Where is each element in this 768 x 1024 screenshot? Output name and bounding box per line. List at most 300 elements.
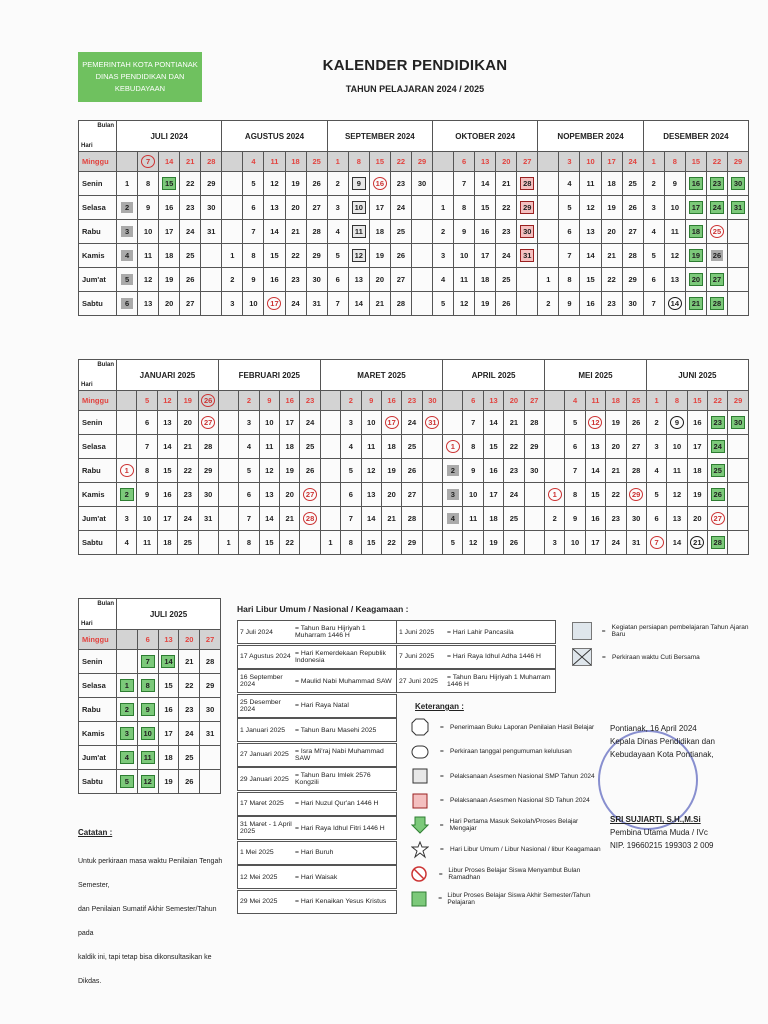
date-cell: 13 bbox=[585, 435, 605, 459]
holiday-date: 27 Januari 2025 bbox=[240, 751, 289, 758]
holiday-name: = Hari Kemerdekaan Republik Indonesia bbox=[295, 649, 386, 664]
date-cell: 3 bbox=[341, 411, 361, 435]
legend-equals: = bbox=[440, 723, 444, 731]
date-mark: 17 bbox=[385, 416, 399, 429]
date-mark: 12 bbox=[352, 249, 366, 262]
date-cell: 20 bbox=[178, 411, 198, 435]
day-name: Rabu bbox=[79, 698, 117, 722]
date-cell: 12 bbox=[264, 172, 285, 196]
date-cell bbox=[422, 531, 442, 555]
month-name: FEBRUARI 2025 bbox=[218, 360, 320, 391]
date-cell: 17 bbox=[687, 435, 707, 459]
day-row bbox=[79, 244, 749, 268]
date-cell bbox=[538, 220, 559, 244]
date-mark: 5 bbox=[120, 775, 134, 788]
day-row bbox=[79, 411, 749, 435]
date-cell: 10 bbox=[454, 244, 475, 268]
date-cell: 18 bbox=[381, 435, 401, 459]
date-cell: 10 bbox=[580, 152, 601, 172]
date-mark: 18 bbox=[689, 225, 703, 238]
corner-bulan: Bulan bbox=[97, 123, 114, 129]
date-cell: 9 bbox=[259, 391, 279, 411]
date-cell bbox=[433, 152, 454, 172]
date-cell bbox=[545, 391, 565, 411]
date-cell: 5 bbox=[646, 483, 666, 507]
green-square-icon bbox=[410, 890, 428, 908]
keterangan-item bbox=[410, 765, 605, 787]
date-mark: 16 bbox=[373, 177, 387, 190]
date-cell bbox=[517, 292, 538, 316]
date-cell bbox=[117, 411, 137, 435]
date-cell: 1 bbox=[218, 531, 238, 555]
date-cell: 21 bbox=[601, 244, 622, 268]
day-name: Sabtu bbox=[79, 770, 117, 794]
date-cell: 15 bbox=[158, 674, 179, 698]
date-cell: 19 bbox=[606, 411, 626, 435]
date-cell: 2 bbox=[239, 391, 259, 411]
legend-equals: = bbox=[440, 748, 444, 755]
date-cell bbox=[117, 292, 138, 316]
holiday-date: 12 Mei 2025 bbox=[240, 873, 278, 881]
catatan-line-3: kaldik ini, tapi tetap bisa dikonsultasikan ke Dikdas. bbox=[78, 954, 212, 985]
date-mark: 1 bbox=[120, 679, 134, 692]
date-cell: 29 bbox=[728, 391, 748, 411]
date-cell bbox=[728, 483, 748, 507]
date-cell bbox=[664, 292, 685, 316]
date-cell bbox=[117, 650, 138, 674]
date-cell: 18 bbox=[280, 435, 300, 459]
date-cell bbox=[200, 746, 221, 770]
catatan-text bbox=[78, 850, 228, 994]
date-cell bbox=[348, 196, 369, 220]
date-cell: 13 bbox=[667, 507, 687, 531]
date-cell: 25 bbox=[180, 244, 201, 268]
date-cell: 2 bbox=[327, 172, 348, 196]
date-cell: 10 bbox=[259, 411, 279, 435]
legend-equals: = bbox=[602, 653, 606, 661]
date-cell bbox=[706, 244, 727, 268]
date-cell: 30 bbox=[200, 698, 221, 722]
keterangan-item bbox=[410, 790, 605, 812]
date-cell: 29 bbox=[622, 268, 643, 292]
date-cell: 9 bbox=[138, 196, 159, 220]
date-cell: 1 bbox=[222, 244, 243, 268]
holiday-name: = Tahun Baru Masehi 2025 bbox=[295, 726, 377, 734]
star-icon bbox=[410, 841, 430, 859]
date-cell: 4 bbox=[559, 172, 580, 196]
date-mark: 16 bbox=[689, 177, 703, 190]
date-cell: 14 bbox=[475, 172, 496, 196]
calendar-table-2025 bbox=[78, 359, 749, 555]
date-cell: 12 bbox=[259, 459, 279, 483]
day-row bbox=[79, 650, 221, 674]
date-cell: 27 bbox=[390, 268, 411, 292]
date-cell bbox=[708, 435, 728, 459]
holiday-name: = Hari Lahir Pancasila bbox=[447, 628, 514, 636]
date-mark: 30 bbox=[520, 225, 534, 238]
date-cell: 16 bbox=[483, 459, 503, 483]
date-cell bbox=[685, 220, 706, 244]
day-row bbox=[79, 220, 749, 244]
date-cell: 4 bbox=[239, 435, 259, 459]
date-cell: 4 bbox=[243, 152, 264, 172]
date-cell: 1 bbox=[327, 152, 348, 172]
date-cell: 18 bbox=[606, 391, 626, 411]
date-cell: 5 bbox=[327, 244, 348, 268]
date-cell bbox=[117, 196, 138, 220]
cross-square-icon bbox=[572, 648, 592, 666]
date-cell: 20 bbox=[601, 220, 622, 244]
date-cell bbox=[728, 435, 748, 459]
date-mark: 29 bbox=[629, 488, 643, 501]
date-cell: 11 bbox=[259, 435, 279, 459]
date-cell: 28 bbox=[626, 459, 646, 483]
date-cell: 25 bbox=[496, 268, 517, 292]
date-cell bbox=[728, 459, 748, 483]
date-cell: 11 bbox=[585, 391, 605, 411]
date-cell: 3 bbox=[433, 244, 454, 268]
holiday-name: = Hari Raya Idhul Adha 1446 H bbox=[447, 653, 541, 660]
corner-hari: Hari bbox=[81, 143, 93, 149]
holiday-row bbox=[237, 767, 397, 791]
date-cell: 19 bbox=[178, 391, 198, 411]
legend-text: Hari Libur Umum / Libur Nasional / libur Keagamaan bbox=[450, 846, 601, 853]
date-cell: 8 bbox=[243, 244, 264, 268]
date-mark: 4 bbox=[121, 250, 133, 261]
date-cell: 5 bbox=[243, 172, 264, 196]
date-cell bbox=[517, 244, 538, 268]
date-cell: 27 bbox=[626, 435, 646, 459]
holiday-row bbox=[396, 645, 556, 669]
date-cell bbox=[411, 220, 432, 244]
holiday-date: 17 Agustus 2024 bbox=[240, 653, 291, 660]
date-cell: 25 bbox=[622, 172, 643, 196]
date-cell: 28 bbox=[390, 292, 411, 316]
day-row bbox=[79, 196, 749, 220]
page-subtitle: TAHUN PELAJARAN 2024 / 2025 bbox=[345, 84, 485, 94]
date-cell bbox=[708, 483, 728, 507]
date-cell: 1 bbox=[646, 391, 666, 411]
date-mark: 23 bbox=[711, 416, 725, 429]
date-cell: 13 bbox=[259, 483, 279, 507]
catatan-title: Catatan : bbox=[78, 828, 113, 837]
date-mark: 5 bbox=[121, 274, 133, 285]
date-cell: 5 bbox=[239, 459, 259, 483]
date-cell: 27 bbox=[180, 292, 201, 316]
date-cell: 29 bbox=[198, 459, 218, 483]
date-cell: 16 bbox=[475, 220, 496, 244]
date-cell bbox=[728, 411, 748, 435]
corner-cell bbox=[79, 121, 117, 152]
legend-text: Pelaksanaan Asesmen Nasional SMP Tahun 2024 bbox=[450, 772, 595, 780]
date-cell: 18 bbox=[159, 244, 180, 268]
gov-line-2: DINAS PENDIDIKAN DAN KEBUDAYAAN bbox=[95, 72, 185, 93]
calendar-table-july-2025 bbox=[78, 598, 221, 794]
sign-space bbox=[610, 761, 768, 813]
date-cell bbox=[320, 507, 340, 531]
date-mark: 30 bbox=[731, 416, 745, 429]
date-cell: 13 bbox=[483, 391, 503, 411]
date-cell: 21 bbox=[369, 292, 390, 316]
date-cell bbox=[517, 268, 538, 292]
date-cell: 6 bbox=[643, 268, 664, 292]
date-mark: 19 bbox=[689, 249, 703, 262]
date-cell: 19 bbox=[369, 244, 390, 268]
day-row bbox=[79, 435, 749, 459]
date-cell: 29 bbox=[200, 674, 221, 698]
date-cell: 28 bbox=[200, 650, 221, 674]
day-row bbox=[79, 698, 221, 722]
date-cell: 15 bbox=[475, 196, 496, 220]
date-cell: 31 bbox=[198, 507, 218, 531]
holiday-date: 7 Juli 2024 bbox=[240, 628, 273, 636]
date-cell: 6 bbox=[565, 435, 585, 459]
date-cell: 2 bbox=[545, 507, 565, 531]
date-cell bbox=[411, 292, 432, 316]
holiday-date: 1 Juni 2025 bbox=[399, 628, 435, 636]
date-cell: 28 bbox=[402, 507, 422, 531]
date-cell: 26 bbox=[622, 196, 643, 220]
date-cell: 26 bbox=[180, 268, 201, 292]
date-cell bbox=[117, 630, 138, 650]
date-cell bbox=[687, 531, 707, 555]
date-cell: 6 bbox=[463, 391, 483, 411]
date-cell bbox=[201, 268, 222, 292]
date-cell: 12 bbox=[580, 196, 601, 220]
date-cell bbox=[517, 220, 538, 244]
date-cell: 24 bbox=[622, 152, 643, 172]
date-cell bbox=[218, 459, 238, 483]
date-cell bbox=[369, 172, 390, 196]
date-cell: 30 bbox=[201, 196, 222, 220]
legend-text: Perkiraan waktu Cuti Bersama bbox=[612, 653, 700, 661]
day-row bbox=[79, 746, 221, 770]
legend-text: Libur Proses Belajar Siswa Akhir Semester/Tahun Pelajaran bbox=[447, 891, 591, 906]
date-cell bbox=[443, 507, 463, 531]
holiday-name: = Maulid Nabi Muhammad SAW bbox=[295, 677, 392, 685]
date-mark: 26 bbox=[711, 488, 725, 501]
date-cell: 9 bbox=[454, 220, 475, 244]
date-mark: 28 bbox=[303, 512, 317, 525]
date-cell bbox=[708, 459, 728, 483]
date-cell bbox=[443, 435, 463, 459]
date-cell bbox=[137, 746, 158, 770]
date-cell: 28 bbox=[306, 220, 327, 244]
date-cell bbox=[443, 483, 463, 507]
day-name: Minggu bbox=[79, 630, 117, 650]
date-cell: 7 bbox=[559, 244, 580, 268]
legend-top-item bbox=[572, 622, 762, 640]
date-cell: 18 bbox=[483, 507, 503, 531]
date-cell bbox=[222, 172, 243, 196]
date-cell: 17 bbox=[483, 483, 503, 507]
date-cell: 8 bbox=[341, 531, 361, 555]
date-cell bbox=[706, 268, 727, 292]
day-name: Sabtu bbox=[79, 531, 117, 555]
date-cell: 14 bbox=[259, 507, 279, 531]
date-cell: 8 bbox=[667, 391, 687, 411]
date-cell: 16 bbox=[159, 196, 180, 220]
date-mark: 7 bbox=[650, 536, 664, 549]
date-cell bbox=[538, 196, 559, 220]
holiday-date: 31 Maret - 1 April 2025 bbox=[240, 821, 292, 835]
date-cell: 10 bbox=[667, 435, 687, 459]
day-name: Kamis bbox=[79, 483, 117, 507]
keterangan-title: Keterangan : bbox=[415, 702, 464, 711]
date-cell: 28 bbox=[198, 435, 218, 459]
legend-text: Hari Pertama Masuk Sekolah/Proses Belajar Mengajar bbox=[449, 818, 579, 832]
date-cell bbox=[545, 459, 565, 483]
day-row bbox=[79, 630, 221, 650]
date-cell bbox=[411, 268, 432, 292]
month-name: APRIL 2025 bbox=[443, 360, 545, 391]
holiday-row bbox=[237, 865, 397, 889]
date-mark: 1 bbox=[120, 464, 134, 477]
date-mark: 21 bbox=[690, 536, 704, 549]
date-cell: 14 bbox=[264, 220, 285, 244]
date-cell bbox=[138, 152, 159, 172]
month-name: JANUARI 2025 bbox=[117, 360, 219, 391]
date-cell: 24 bbox=[180, 220, 201, 244]
date-cell: 13 bbox=[475, 152, 496, 172]
date-cell bbox=[222, 196, 243, 220]
date-cell bbox=[137, 722, 158, 746]
date-cell bbox=[117, 435, 137, 459]
keterangan-item bbox=[410, 839, 605, 861]
day-row bbox=[79, 292, 749, 316]
date-cell: 5 bbox=[137, 391, 157, 411]
date-cell: 16 bbox=[264, 268, 285, 292]
date-cell bbox=[222, 152, 243, 172]
month-name: JULI 2024 bbox=[117, 121, 222, 152]
holiday-row bbox=[396, 620, 556, 644]
date-mark: 17 bbox=[689, 201, 703, 214]
day-name: Kamis bbox=[79, 244, 117, 268]
date-mark: 8 bbox=[141, 679, 155, 692]
holiday-row bbox=[237, 694, 397, 718]
date-cell bbox=[728, 507, 748, 531]
date-cell: 5 bbox=[341, 459, 361, 483]
date-cell: 12 bbox=[361, 459, 381, 483]
date-mark: 29 bbox=[520, 201, 534, 214]
date-cell: 30 bbox=[626, 507, 646, 531]
legend-equals: = bbox=[601, 627, 606, 635]
date-cell: 4 bbox=[327, 220, 348, 244]
date-cell: 22 bbox=[390, 152, 411, 172]
day-name: Selasa bbox=[79, 196, 117, 220]
legend-equals: = bbox=[440, 846, 444, 853]
day-row bbox=[79, 459, 749, 483]
date-cell: 14 bbox=[580, 244, 601, 268]
date-cell: 13 bbox=[157, 411, 177, 435]
date-cell: 1 bbox=[320, 531, 340, 555]
date-cell bbox=[159, 172, 180, 196]
date-cell: 21 bbox=[381, 507, 401, 531]
octagon-icon bbox=[410, 718, 430, 736]
date-cell: 7 bbox=[454, 172, 475, 196]
holiday-name: = Hari Raya Idhul Fitri 1446 H bbox=[295, 824, 385, 832]
legend-equals: = bbox=[440, 797, 444, 804]
date-cell bbox=[524, 507, 544, 531]
date-cell: 15 bbox=[687, 391, 707, 411]
holiday-name: = Tahun Baru Hijriyah 1 Muharram 1446 H bbox=[295, 625, 366, 639]
date-cell: 14 bbox=[157, 435, 177, 459]
prep-square-icon bbox=[572, 622, 592, 640]
date-mark: 7 bbox=[141, 655, 155, 668]
date-cell: 17 bbox=[158, 722, 179, 746]
date-cell: 4 bbox=[341, 435, 361, 459]
date-cell: 6 bbox=[137, 411, 157, 435]
date-cell bbox=[626, 483, 646, 507]
page-title: KALENDER PENDIDIKAN bbox=[322, 57, 508, 74]
date-cell: 18 bbox=[369, 220, 390, 244]
date-cell: 19 bbox=[483, 531, 503, 555]
date-mark: 3 bbox=[121, 226, 133, 237]
date-cell bbox=[538, 172, 559, 196]
date-cell bbox=[300, 483, 320, 507]
corner-bulan: Bulan bbox=[97, 601, 114, 607]
rounded-rect-icon bbox=[410, 743, 430, 761]
date-mark: 14 bbox=[668, 297, 682, 310]
date-cell: 13 bbox=[361, 483, 381, 507]
date-cell bbox=[137, 650, 158, 674]
date-cell: 11 bbox=[580, 172, 601, 196]
day-row bbox=[79, 268, 749, 292]
corner-cell bbox=[79, 360, 117, 391]
date-cell bbox=[117, 722, 138, 746]
holiday-row bbox=[237, 792, 397, 816]
date-cell: 21 bbox=[606, 459, 626, 483]
date-cell bbox=[706, 220, 727, 244]
month-name: AGUSTUS 2024 bbox=[222, 121, 327, 152]
date-cell: 20 bbox=[381, 483, 401, 507]
date-cell: 13 bbox=[264, 196, 285, 220]
holiday-row bbox=[237, 890, 397, 914]
day-name: Rabu bbox=[79, 220, 117, 244]
date-cell: 4 bbox=[433, 268, 454, 292]
date-cell: 27 bbox=[306, 196, 327, 220]
date-mark: 28 bbox=[711, 536, 725, 549]
date-cell: 8 bbox=[348, 152, 369, 172]
date-cell: 21 bbox=[496, 172, 517, 196]
date-cell: 20 bbox=[179, 630, 200, 650]
sign-name: SRI SUJIARTI, S.H.,M.Si bbox=[610, 815, 701, 824]
date-cell bbox=[708, 531, 728, 555]
holiday-date: 16 September 2024 bbox=[240, 674, 283, 688]
holiday-name: = Isra Mi'raj Nabi Muhammad SAW bbox=[295, 747, 384, 762]
holiday-name: = Hari Kenaikan Yesus Kristus bbox=[295, 898, 387, 905]
date-cell: 4 bbox=[565, 391, 585, 411]
date-cell: 7 bbox=[643, 292, 664, 316]
holiday-name: = Tahun Baru Hijriyah 1 Muharram 1446 H bbox=[447, 674, 551, 688]
signature-block bbox=[610, 722, 768, 852]
date-mark: 27 bbox=[710, 273, 724, 286]
date-cell bbox=[218, 483, 238, 507]
date-cell: 16 bbox=[157, 483, 177, 507]
legend-text: Perkiraan tanggal pengumuman kelulusan bbox=[450, 748, 572, 755]
day-name: Selasa bbox=[79, 435, 117, 459]
date-cell: 4 bbox=[646, 459, 666, 483]
date-cell: 30 bbox=[524, 459, 544, 483]
date-mark: 28 bbox=[520, 177, 534, 190]
date-cell: 25 bbox=[179, 746, 200, 770]
legend-text: Pelaksanaan Asesmen Nasional SD Tahun 2024 bbox=[450, 797, 590, 804]
date-mark: 2 bbox=[120, 703, 134, 716]
date-cell: 21 bbox=[285, 220, 306, 244]
legend-text: Penerimaan Buku Laporan Penilaian Hasil Belajar bbox=[450, 723, 595, 731]
calendar-table-2024 bbox=[78, 120, 749, 316]
corner-bulan: Bulan bbox=[97, 362, 114, 368]
